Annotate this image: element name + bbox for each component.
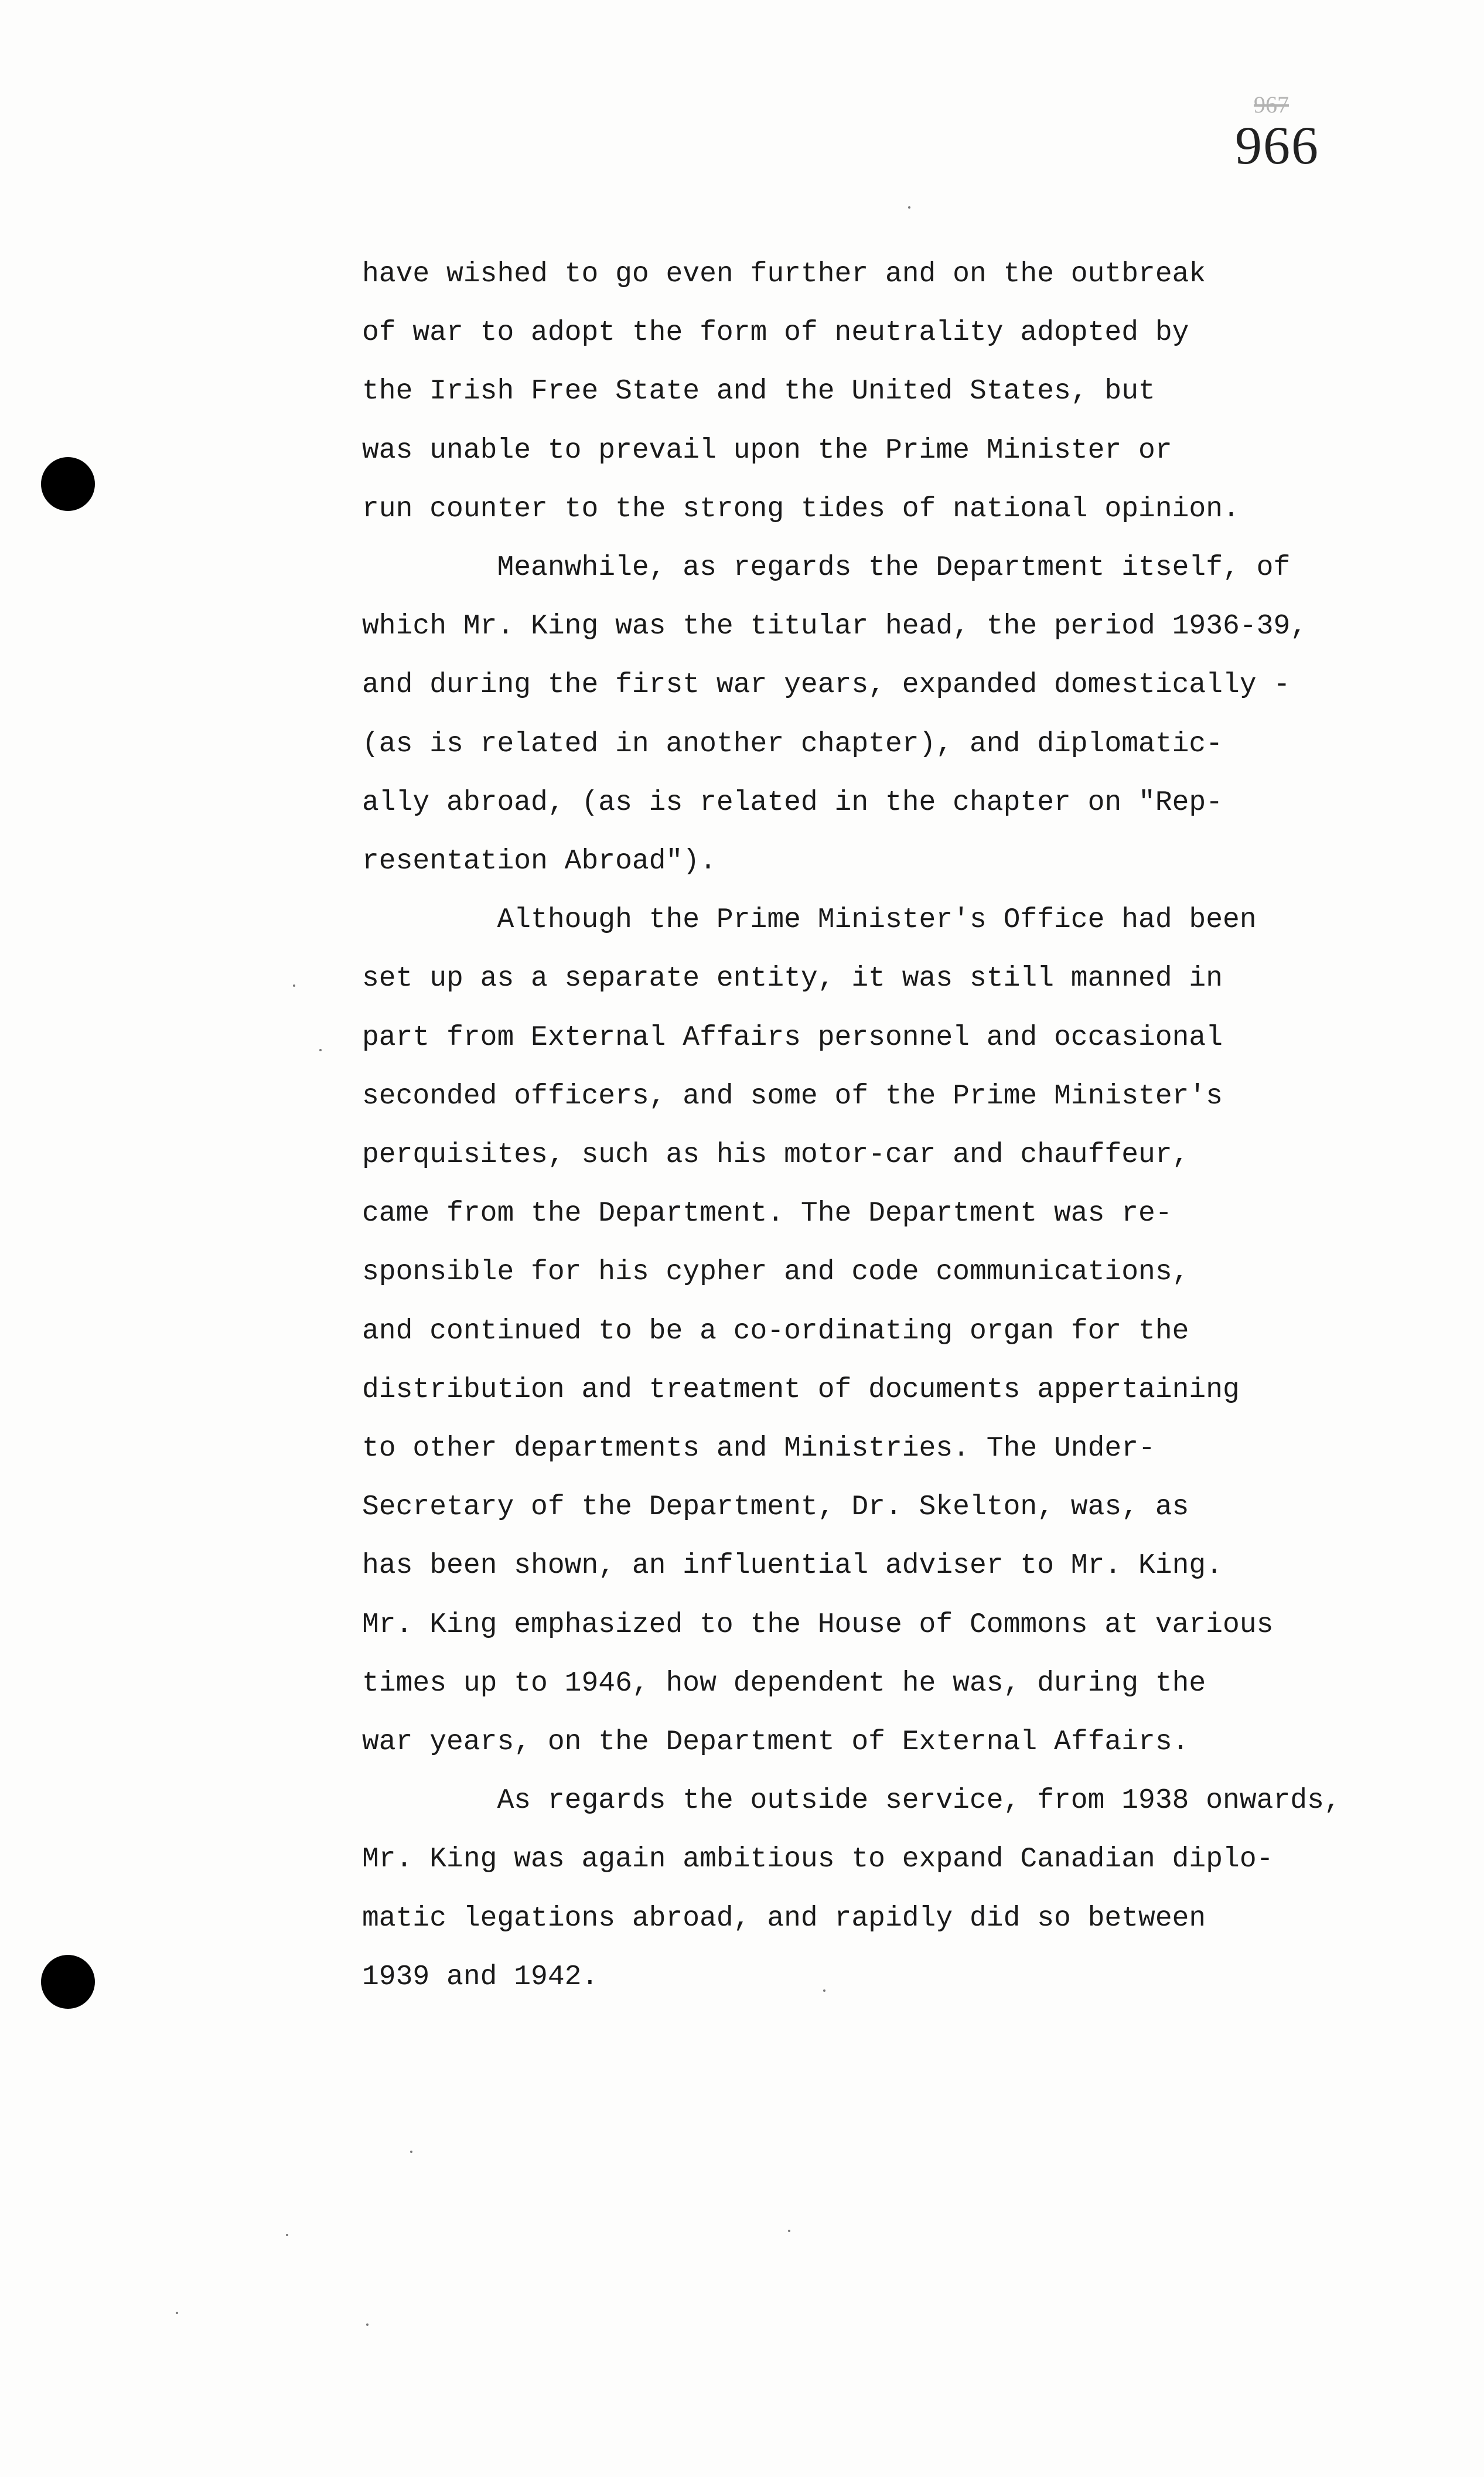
text-line: to other departments and Ministries. The Under- — [362, 1433, 1155, 1465]
text-line: distribution and treatment of documents appertaining — [362, 1374, 1240, 1406]
page-number: 966 — [1235, 115, 1319, 175]
text-line: of war to adopt the form of neutrality adopted by — [362, 317, 1189, 349]
text-line: As regards the outside service, from 1938 onwards, — [362, 1785, 1341, 1817]
text-line: times up to 1946, how dependent he was, during the — [362, 1667, 1206, 1699]
text-line: set up as a separate entity, it was still manned in — [362, 963, 1223, 995]
text-line: war years, on the Department of External Affairs. — [362, 1726, 1189, 1759]
text-line: and continued to be a co-ordinating organ for the — [362, 1315, 1189, 1347]
scan-speck — [286, 2234, 288, 2236]
text-line: Meanwhile, as regards the Department itself, of — [362, 552, 1291, 584]
text-line: seconded officers, and some of the Prime Minister's — [362, 1080, 1223, 1112]
text-line: Mr. King emphasized to the House of Commons at various — [362, 1609, 1274, 1641]
text-line: sponsible for his cypher and code communications, — [362, 1256, 1189, 1289]
text-line: part from External Affairs personnel and occasional — [362, 1021, 1223, 1054]
text-line: perquisites, such as his motor-car and chauffeur, — [362, 1139, 1189, 1171]
scan-speck — [366, 2323, 369, 2326]
text-line: which Mr. King was the titular head, the period 1936-39, — [362, 611, 1308, 643]
text-line: the Irish Free State and the United States, but — [362, 376, 1155, 408]
scan-speck — [176, 2312, 178, 2314]
text-line: was unable to prevail upon the Prime Minister or — [362, 434, 1172, 466]
text-line: came from the Department. The Department was re- — [362, 1198, 1172, 1230]
text-line: run counter to the strong tides of national opinion. — [362, 493, 1240, 525]
scan-speck — [319, 1049, 322, 1051]
punch-hole-top — [41, 457, 95, 511]
text-line: (as is related in another chapter), and diplomatic- — [362, 728, 1223, 760]
text-line: matic legations abroad, and rapidly did so between — [362, 1902, 1206, 1934]
crossed-out-page-number: 967 — [1254, 91, 1289, 118]
text-line: Mr. King was again ambitious to expand Canadian diplo- — [362, 1844, 1274, 1876]
text-line: 1939 and 1942. — [362, 1961, 599, 1993]
scan-speck — [908, 206, 910, 209]
body-text — [362, 245, 1417, 2006]
text-line: ally abroad, (as is related in the chapter on "Rep- — [362, 786, 1223, 819]
text-line: resentation Abroad"). — [362, 846, 717, 878]
scan-speck — [823, 1989, 825, 1992]
text-line: Although the Prime Minister's Office had been — [362, 904, 1257, 936]
scan-speck — [788, 2230, 790, 2232]
scan-speck — [293, 984, 295, 987]
scan-speck — [410, 2151, 412, 2153]
text-line: have wished to go even further and on the outbreak — [362, 258, 1206, 290]
punch-hole-bottom — [41, 1955, 95, 2009]
text-line: has been shown, an influential adviser to Mr. King. — [362, 1550, 1223, 1582]
text-line: Secretary of the Department, Dr. Skelton, was, as — [362, 1491, 1189, 1524]
text-line: and during the first war years, expanded domestically - — [362, 669, 1291, 701]
